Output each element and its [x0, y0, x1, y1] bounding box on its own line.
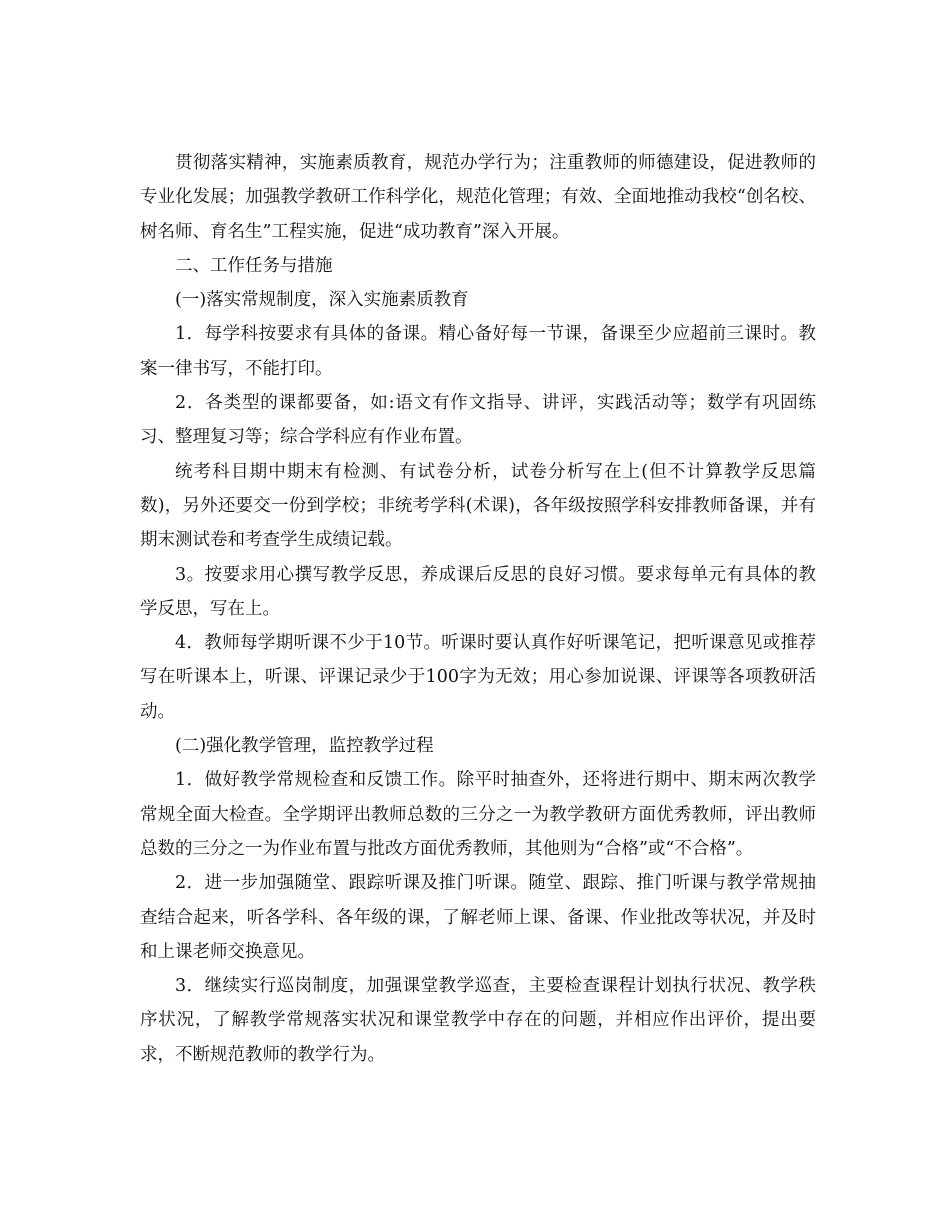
paragraph-management-2: 2．进一步加强随堂、跟踪听课及推门听课。随堂、跟踪、推门听课与教学常规抽查结合起来，听各学科、各年级的课，了解老师上课、备课、作业批改等状况，并及时和上课老师交换意见。 [140, 873, 816, 962]
document-body [140, 146, 816, 1072]
paragraph-item-4: 4．教师每学期听课不少于10节。听课时要认真作好听课笔记，把听课意见或推荐写在听课本上，听课、评课记录少于100字为无效；用心参加说课、评课等各项教研活动。 [140, 633, 816, 722]
paragraph-management-3: 3．继续实行巡岗制度，加强课堂教学巡查，主要检查课程计划执行状况、教学秩序状况，了解教学常规落实状况和课堂教学中存在的问题，并相应作出评价，提出要求，不断规范教师的教学行为。 [140, 976, 816, 1065]
subheading-1: (一)落实常规制度，深入实施素质教育 [175, 290, 469, 311]
paragraph-exam-analysis: 统考科目期中期末有检测、有试卷分析，试卷分析写在上(但不计算教学反思篇数)，另外还要交一份到学校；非统考学科(术课)，各年级按照学科安排教师备课，并有期末测试卷和考查学生成绩记载。 [140, 461, 816, 551]
paragraph-item-3: 3。按要求用心撰写教学反思，养成课后反思的良好习惯。要求每单元有具体的教学反思，写在上。 [140, 564, 816, 619]
heading-section-2: 二、工作任务与措施 [175, 255, 333, 276]
subheading-2: (二)强化教学管理，监控教学过程 [175, 736, 434, 757]
paragraph-intro: 贯彻落实精神，实施素质教育，规范办学行为；注重教师的师德建设，促进教师的专业化发展；加强教学教研工作科学化，规范化管理；有效、全面地推动我校“创名校、树名师、育名生”工程实施，促进“成功教育”深入开展。 [140, 153, 816, 242]
paragraph-item-1: 1．每学科按要求有具体的备课。精心备好每一节课，备课至少应超前三课时。教案一律书写，不能打印。 [140, 324, 816, 379]
paragraph-item-2: 2．各类型的课都要备，如:语文有作文指导、讲评，实践活动等；数学有巩固练习、整理复习等；综合学科应有作业布置。 [140, 393, 816, 448]
paragraph-management-1: 1．做好教学常规检查和反馈工作。除平时抽查外，还将进行期中、期末两次教学常规全面大检查。全学期评出教师总数的三分之一为教学教研方面优秀教师，评出教师总数的三分之一为作业布置与批改方面优秀教师，其他则为“合格”或“不合格”。 [140, 770, 816, 859]
